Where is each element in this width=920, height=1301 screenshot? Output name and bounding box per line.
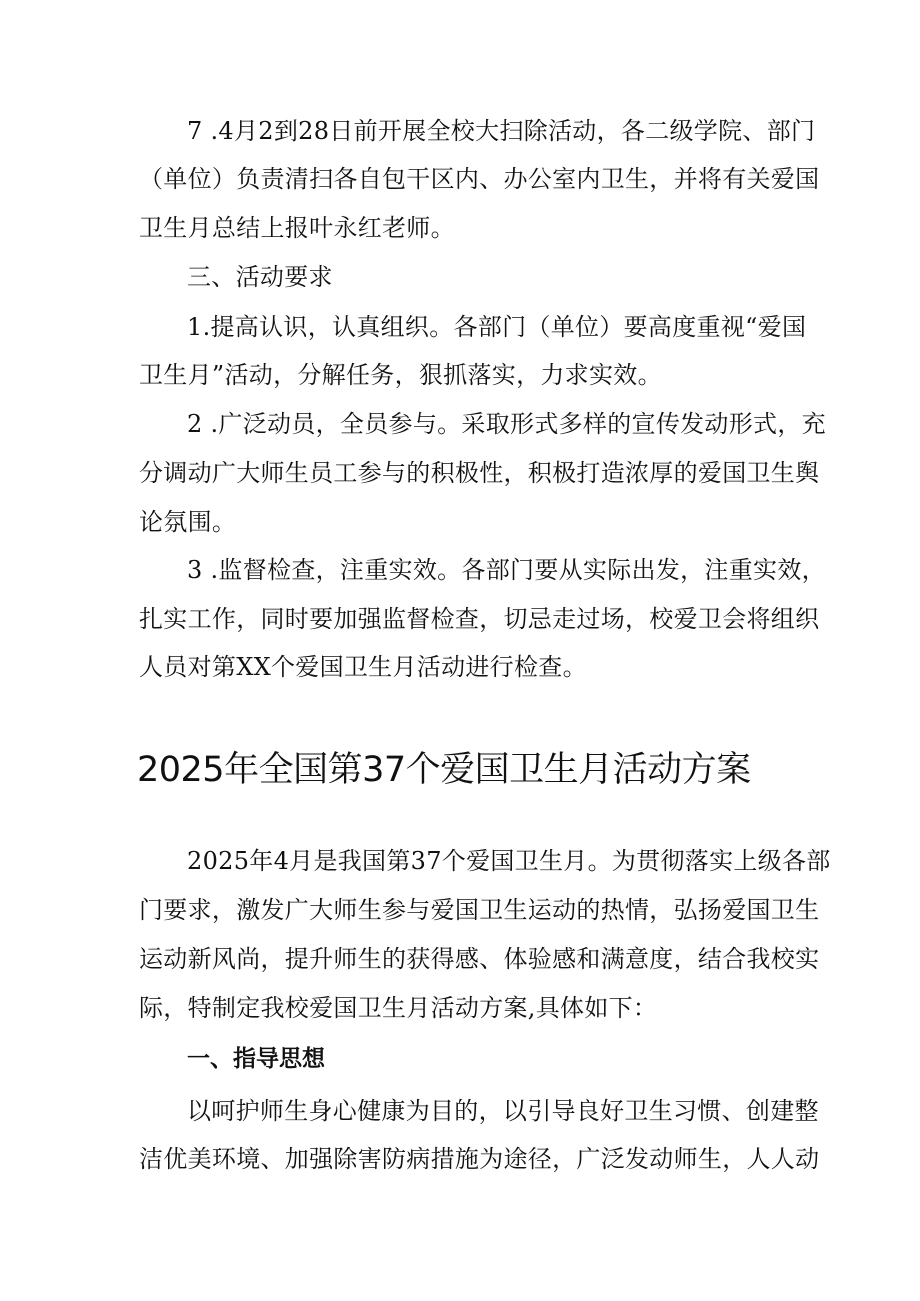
intro-line-3: 运动新风尚，提升师生的获得感、体验感和满意度，结合我校实 [139, 945, 820, 973]
document-title: 2025年全国第37个爱国卫生月活动方案 [137, 750, 751, 790]
intro-line-2: 门要求，激发广大师生参与爱国卫生运动的热情，弘扬爱国卫生 [139, 896, 820, 924]
section1-heading: 一、指导思想 [187, 1046, 325, 1072]
req2-line-3: 论氛围。 [139, 508, 237, 536]
req3-line-1: 3 .监督检查，注重实效。各部门要从实际出发，注重实效， [187, 556, 826, 584]
section1-line-1: 以呵护师生身心健康为目的，以引导良好卫生习惯、创建整 [187, 1097, 819, 1125]
section1-line-2: 洁优美环境、加强除害防病措施为途径，广泛发动师生，人人动 [139, 1145, 820, 1173]
req2-line-2: 分调动广大师生员工参与的积极性，积极打造浓厚的爱国卫生舆 [139, 459, 820, 487]
intro-line-4: 际，特制定我校爱国卫生月活动方案,具体如下： [139, 994, 658, 1022]
req1-line-1: 1.提高认识，认真组织。各部门（单位）要高度重视“爱国 [187, 313, 807, 341]
intro-line-1: 2025年4月是我国第37个爱国卫生月。为贯彻落实上级各部 [187, 847, 831, 875]
requirements-heading: 三、活动要求 [187, 263, 333, 291]
req1-line-2: 卫生月”活动，分解任务，狠抓落实，力求实效。 [139, 361, 662, 389]
item7-line-1: 7 .4月2到28日前开展全校大扫除活动，各二级学院、部门 [187, 117, 816, 145]
req2-line-1: 2 .广泛动员，全员参与。采取形式多样的宣传发动形式，充 [187, 410, 826, 438]
item7-line-3: 卫生月总结上报叶永红老师。 [139, 214, 455, 242]
req3-line-3: 人员对第XX个爱国卫生月活动进行检查。 [139, 653, 587, 681]
req3-line-2: 扎实工作，同时要加强监督检查，切忌走过场，校爱卫会将组织 [139, 605, 820, 633]
item7-line-2: （单位）负责清扫各自包干区内、办公室内卫生，并将有关爱国 [139, 165, 820, 193]
